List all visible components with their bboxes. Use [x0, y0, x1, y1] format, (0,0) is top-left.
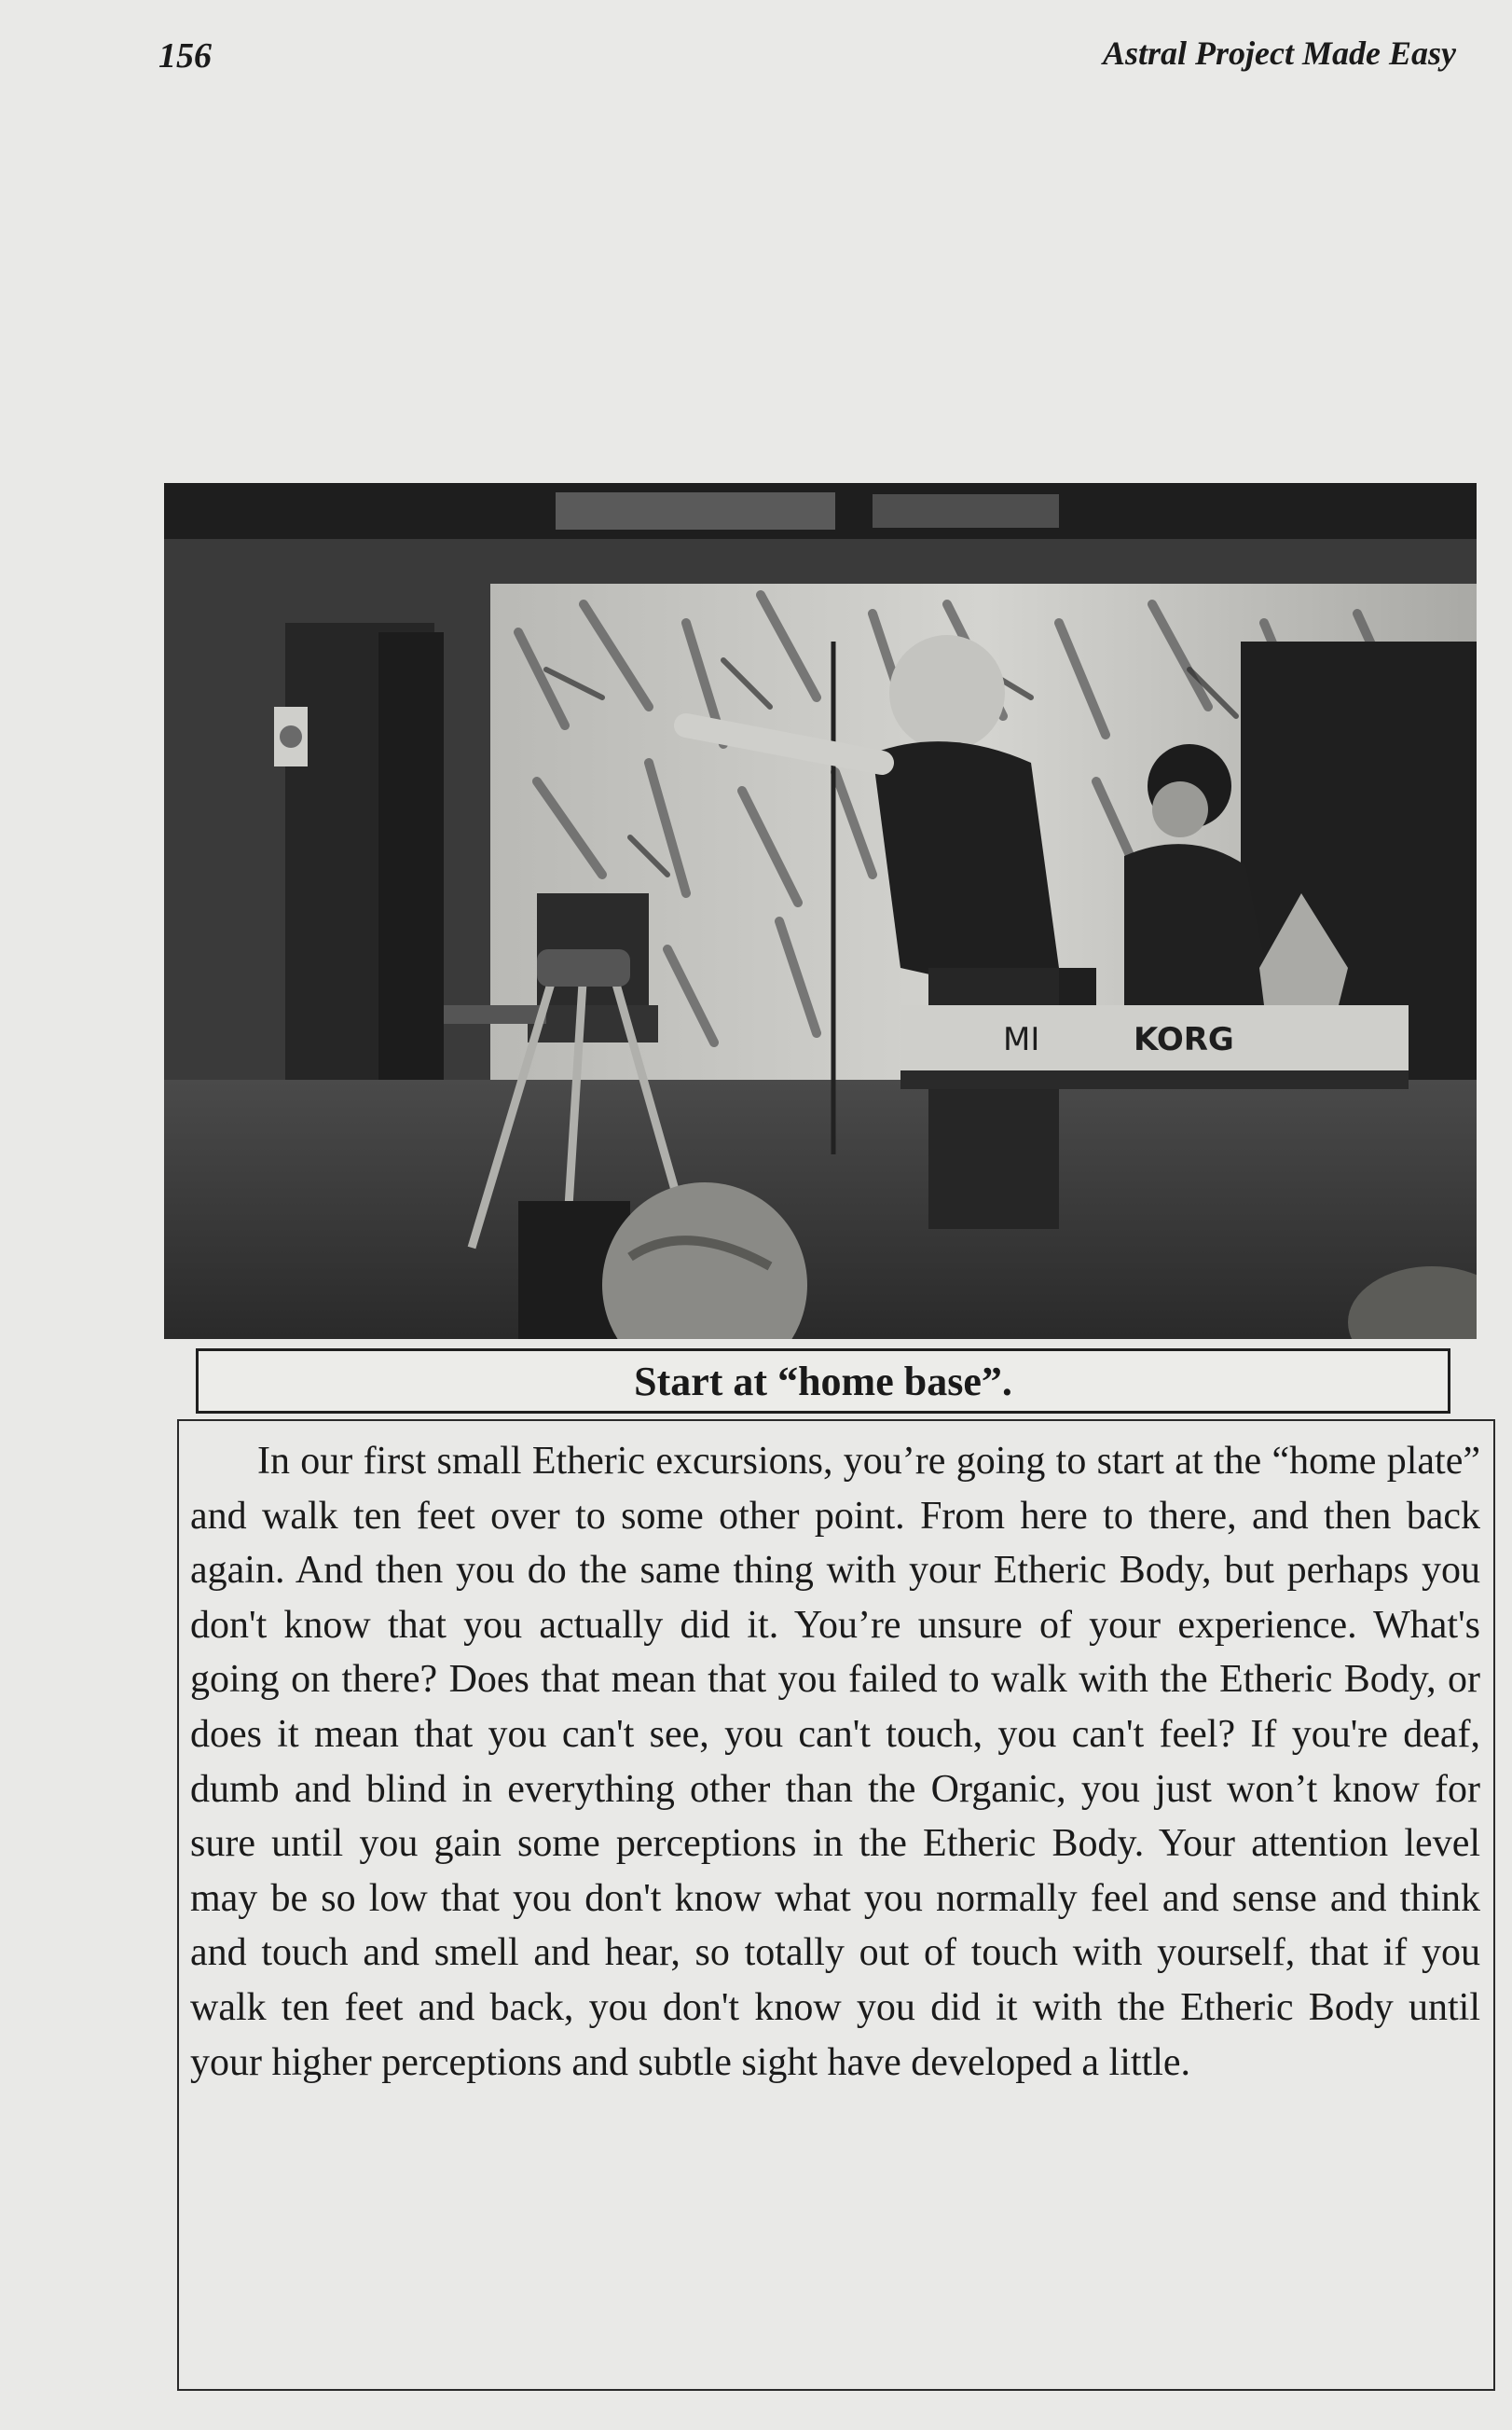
keyboard-text-korg: KORG — [1134, 1021, 1234, 1058]
body-paragraph: In our first small Etheric excursions, you’re going to start at the “home plate” and walk ten feet over to some other point. From here to there, and then back again. And then you do the same thing with your Etheric Body, but perhaps you don't know that you actually did it. You’re unsure of your experience. What's going on there? Does that mean that you failed to walk with the Etheric Body, or does it mean that you can't see, you can't touch, you can't feel? If you're deaf, dumb and blind in everything other than the Organic, you just won’t know for sure until you gain some perceptions in the Etheric Body. Your attention level may be so low that you don't know what you normally feel and sense and think and touch and smell and hear, so totally out of touch with yourself, that if you walk ten feet and back, you don't know you did it with the Etheric Body until your higher perceptions and subtle sight have developed a little. — [190, 1440, 1480, 2084]
body-text-box — [177, 1419, 1495, 2391]
figure-caption: Start at “home base”. — [634, 1358, 1012, 1404]
keyboard-text-mi: MI — [1003, 1021, 1040, 1058]
figure-caption-box — [196, 1348, 1450, 1414]
page-number: 156 — [158, 36, 212, 76]
stage-photo-illustration — [164, 483, 1477, 1339]
running-title: Astral Project Made Easy — [1103, 35, 1456, 72]
stage-photo — [164, 483, 1477, 1339]
